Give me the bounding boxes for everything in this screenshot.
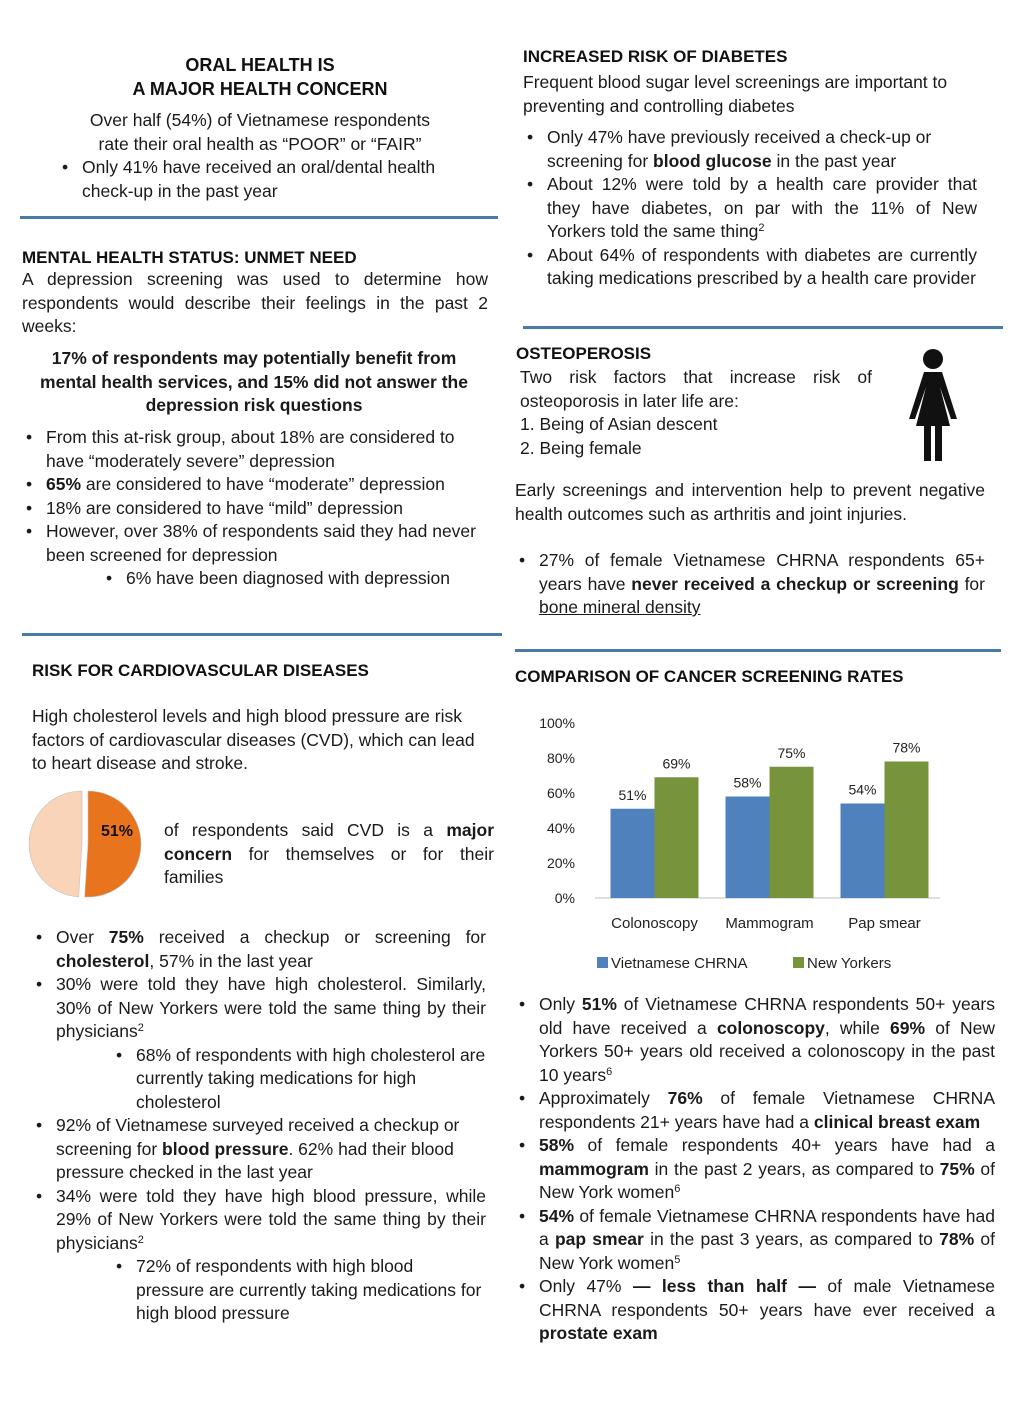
list-item: • 68% of respondents with high cholesterol are currently taking medications for high cholesterol <box>32 1044 486 1115</box>
y-tick-label: 100% <box>539 715 575 731</box>
mental-health-highlight: 17% of respondents may potentially benefit from mental health services, and 15% did not answer the depression risk questions <box>40 348 468 415</box>
cvd-pie-chart <box>22 788 148 900</box>
pie-slice-other <box>29 791 82 897</box>
osteoporosis-factors <box>520 413 718 460</box>
list-item: • 30% were told they have high cholesterol. Similarly, 30% of New Yorkers were told the same thing by their physicians$^2$ <box>32 973 486 1044</box>
female-figure-shape <box>909 349 957 461</box>
mental-health-title: MENTAL HEALTH STATUS: UNMET NEED <box>22 248 357 267</box>
y-tick-label: 20% <box>546 855 575 871</box>
list-item: • Approximately 76% of female Vietnamese CHRNA respondents 21+ years have had a clinical breast exam <box>515 1087 995 1134</box>
diabetes-intro: Frequent blood sugar level screenings are important to preventing and controlling diabetes <box>523 72 948 116</box>
mental-health-bullets <box>22 426 484 591</box>
osteoporosis-bullets <box>515 549 985 620</box>
list-item: • 72% of respondents with high blood pressure are currently taking medications for high blood pressure <box>32 1255 486 1326</box>
list-item: • 34% were told they have high blood pressure, while 29% of New Yorkers were told the same thing by their physicians$^2$ <box>32 1185 486 1256</box>
x-tick-label: Pap smear <box>848 915 921 932</box>
y-tick-label: 60% <box>546 785 575 801</box>
list-item: 2. Being female <box>520 437 642 458</box>
oral-health-bullets <box>58 156 438 203</box>
bar-new-yorkers-colonoscopy <box>655 777 699 898</box>
divider <box>523 326 1003 329</box>
cancer-bar-chart <box>515 700 995 980</box>
divider <box>20 216 498 219</box>
list-item: • 65% are considered to have “moderate” depression <box>22 473 484 497</box>
oral-health-summary: Over half (54%) of Vietnamese respondents rate their oral health as “POOR” or “FAIR” <box>89 110 431 154</box>
list-item: • 18% are considered to have “mild” depression <box>22 497 484 521</box>
x-tick-label: Colonoscopy <box>611 915 698 932</box>
female-figure-icon <box>902 349 964 463</box>
list-item: • 27% of female Vietnamese CHRNA respondents 65+ years have never received a checkup or screening for bone mineral density <box>515 549 985 620</box>
list-item: • 58% of female respondents 40+ years have had a mammogram in the past 2 years, as compared to 75% of New York women$^6$ <box>515 1134 995 1205</box>
list-item: 1. Being of Asian descent <box>520 414 718 434</box>
y-tick-label: 0% <box>554 890 575 906</box>
diabetes-bullets <box>523 126 977 291</box>
list-item: • About 12% were told by a health care provider that they have diabetes, on par with the 11% of New Yorkers told the same thing$^2$ <box>523 173 977 244</box>
list-item: • About 64% of respondents with diabetes are currently taking medications prescribed by a health care provider <box>523 244 977 291</box>
oral-health-title: ORAL HEALTH IS A MAJOR HEALTH CONCERN <box>132 55 388 99</box>
cancer-title: COMPARISON OF CANCER SCREENING RATES <box>515 667 904 686</box>
cvd-title: RISK FOR CARDIOVASCULAR DISEASES <box>32 661 369 680</box>
list-item: • 6% have been diagnosed with depression <box>22 567 484 591</box>
list-item: • 92% of Vietnamese surveyed received a checkup or screening for blood pressure. 62% had their blood pressure checked in the last year <box>32 1114 486 1185</box>
list-item: • Only 47% have previously received a check-up or screening for blood glucose in the past year <box>523 126 977 173</box>
cvd-concern-text: of respondents said CVD is a major concern for themselves or for their families <box>164 820 494 887</box>
osteoporosis-intro: Two risk factors that increase risk of osteoporosis in later life are: <box>520 367 872 411</box>
data-label: 54% <box>848 781 877 798</box>
list-item: • Only 47% — less than half — of male Vietnamese CHRNA respondents 50+ years have ever received a prostate exam <box>515 1275 995 1346</box>
bar-vietnamese-chrna-pap-smear <box>841 804 885 899</box>
cancer-bullets <box>515 993 995 1346</box>
legend-swatch <box>597 957 608 968</box>
pie-slice-major-concern <box>85 791 141 897</box>
legend-label: Vietnamese CHRNA <box>611 955 748 972</box>
data-label: 69% <box>662 755 691 772</box>
cvd-intro: High cholesterol levels and high blood pressure are risk factors of cardiovascular diseases (CVD), which can lead to heart disease and stroke. <box>32 706 475 773</box>
divider <box>22 633 502 636</box>
bar-vietnamese-chrna-colonoscopy <box>611 809 655 898</box>
bar-new-yorkers-mammogram <box>770 767 814 898</box>
list-item: • Only 41% have received an oral/dental health check-up in the past year <box>58 156 438 203</box>
diabetes-title: INCREASED RISK OF DIABETES <box>523 47 788 66</box>
legend-label: New Yorkers <box>807 955 892 972</box>
list-item: • However, over 38% of respondents said they had never been screened for depression <box>22 520 484 567</box>
list-item: • Only 51% of Vietnamese CHRNA respondents 50+ years old have received a colonoscopy, while 69% of New Yorkers 50+ years old received a colonoscopy in the past 10 years$^6$ <box>515 993 995 1087</box>
x-tick-label: Mammogram <box>725 915 814 932</box>
data-label: 78% <box>892 739 921 756</box>
y-tick-label: 80% <box>546 750 575 766</box>
pie-label: 51% <box>100 823 134 840</box>
bar-new-yorkers-pap-smear <box>885 762 929 899</box>
list-item: • From this at-risk group, about 18% are considered to have “moderately severe” depression <box>22 426 484 473</box>
y-tick-label: 40% <box>546 820 575 836</box>
legend-swatch <box>793 957 804 968</box>
data-label: 58% <box>733 774 762 791</box>
list-item: • Over 75% received a checkup or screening for cholesterol, 57% in the last year <box>32 926 486 973</box>
mental-health-intro: A depression screening was used to determine how respondents would describe their feelings in the past 2 weeks: <box>22 269 488 336</box>
cvd-bullets <box>32 926 486 1326</box>
data-label: 75% <box>777 744 806 761</box>
list-item: • 54% of female Vietnamese CHRNA respondents have had a pap smear in the past 3 years, as compared to 78% of New York women$^5$ <box>515 1205 995 1276</box>
divider <box>515 649 1001 652</box>
osteoporosis-paragraph: Early screenings and intervention help to prevent negative health outcomes such as arthritis and joint injuries. <box>515 480 985 524</box>
osteoporosis-title: OSTEOPEROSIS <box>516 344 652 363</box>
bar-vietnamese-chrna-mammogram <box>726 797 770 899</box>
data-label: 51% <box>618 786 647 803</box>
